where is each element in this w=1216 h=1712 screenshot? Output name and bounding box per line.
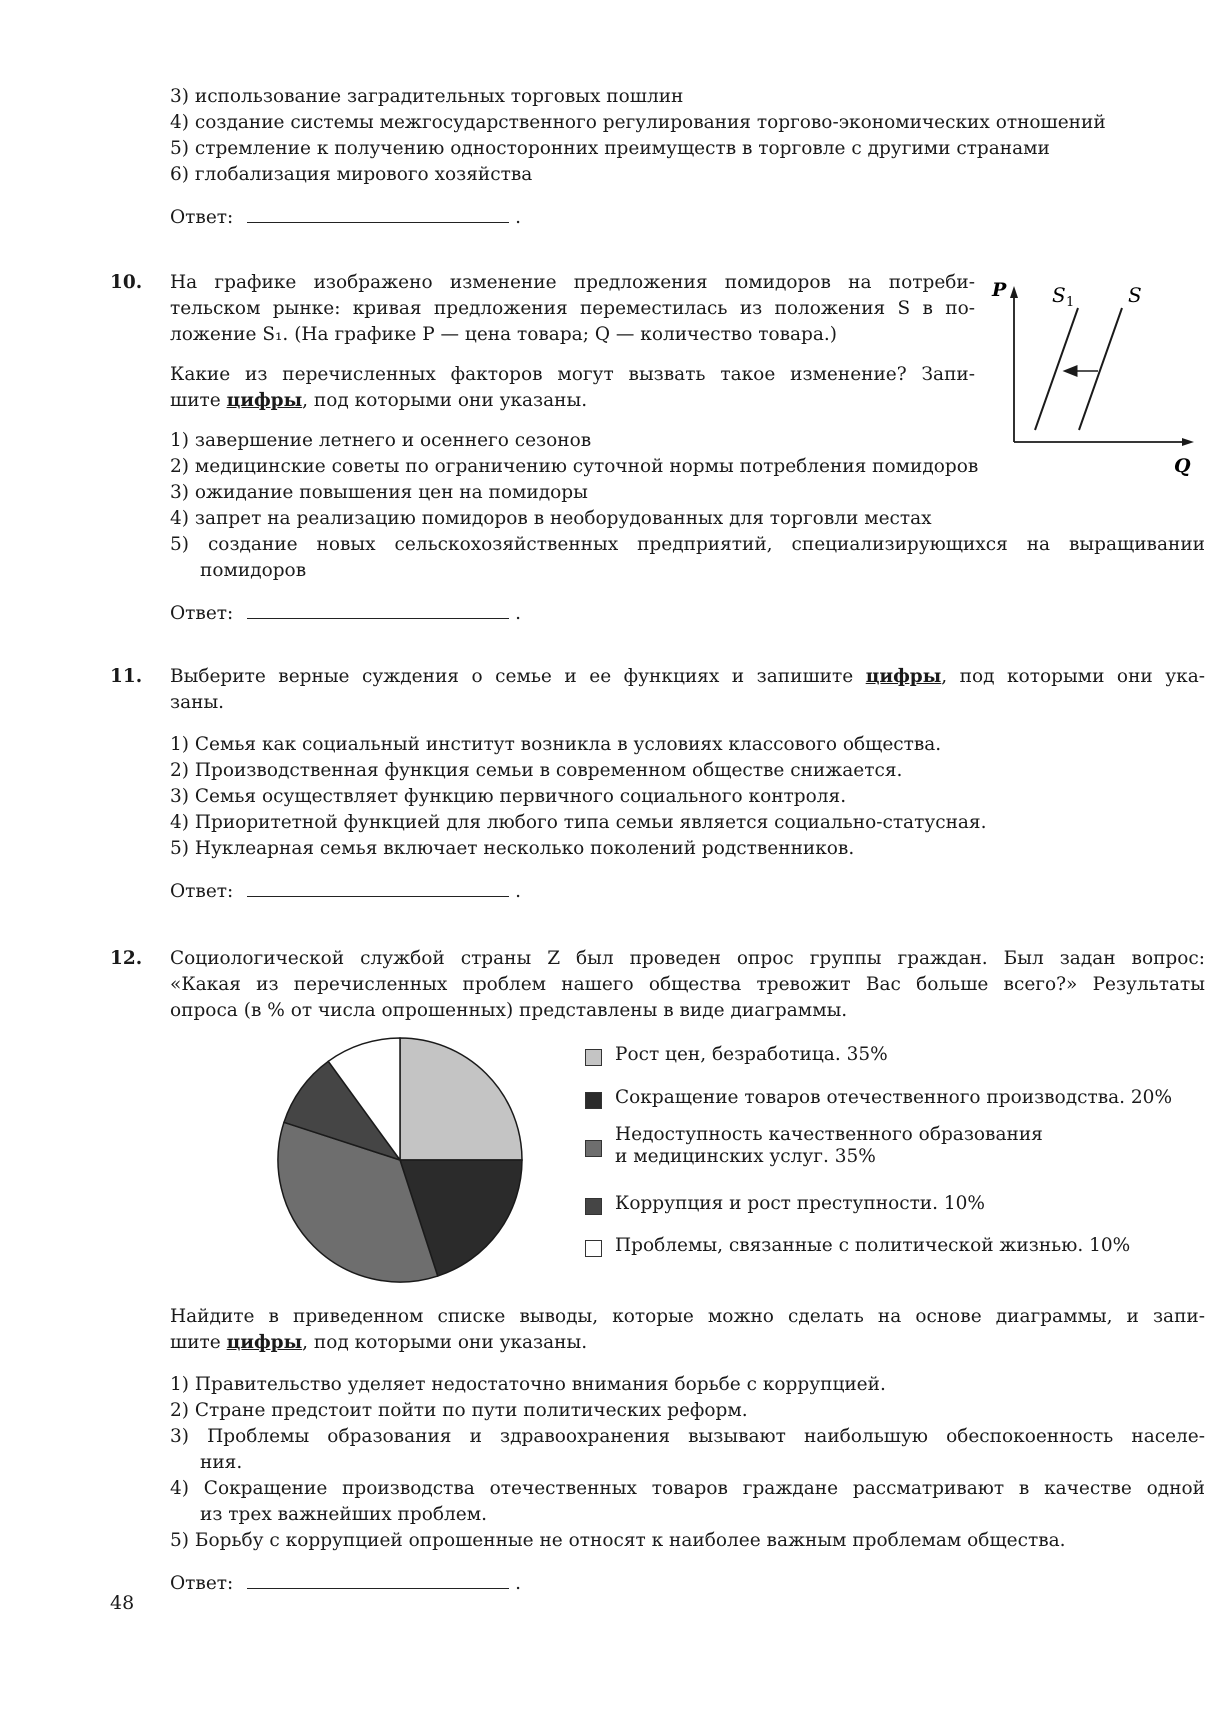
question-number-10: 10. — [110, 272, 143, 293]
answer-blank[interactable] — [247, 878, 509, 897]
q12-text-line: «Какая из перечисленных проблем нашего общества тревожит Вас больше всего?» Результаты — [170, 974, 1205, 995]
legend-swatch-4 — [585, 1240, 602, 1257]
q12-find-line: Найдите в приведенном списке выводы, которые можно сделать на основе диаграммы, и запи- — [170, 1306, 1205, 1327]
list-item: 4) запрет на реализацию помидоров в необорудованных для торговли местах — [170, 508, 932, 529]
legend-label-2b: и медицинских услуг. 35% — [615, 1146, 876, 1167]
list-item-continuation: ния. — [200, 1452, 243, 1473]
answer-line-q10: Ответ: . — [170, 600, 521, 627]
list-item: 2) медицинские советы по ограничению суточной нормы потребления помидоров — [170, 456, 979, 477]
q12-find-line: шите цифры, под которыми они указаны. — [170, 1332, 588, 1353]
answer-line-q9: Ответ: . — [170, 204, 521, 231]
list-item-continuation: из трех важнейших проблем. — [200, 1504, 487, 1525]
curve-s — [1079, 308, 1122, 430]
q10-text-line: На графике изображено изменение предложения помидоров на потреби- — [170, 272, 975, 293]
legend-label-3: Коррупция и рост преступности. 10% — [615, 1193, 986, 1214]
q10-text-line: тельском рынке: кривая предложения переместилась из положения S в по- — [170, 298, 975, 319]
list-item: 6) глобализация мирового хозяйства — [170, 164, 533, 185]
q12-text-line: опроса (в % от числа опрошенных) представлены в виде диаграммы. — [170, 1000, 848, 1021]
q12-text-line: Социологической службой страны Z был проведен опрос группы граждан. Был задан вопрос: — [170, 948, 1205, 969]
list-item: 4) создание системы межгосударственного регулирования торгово-экономических отношений — [170, 112, 1106, 133]
question-number-12: 12. — [110, 948, 143, 969]
q10-prompt-line: Какие из перечисленных факторов могут вызвать такое изменение? Запи- — [170, 364, 975, 385]
q10-text-line: ложение S₁. (На графике P — цена товара; Q — количество товара.) — [170, 324, 838, 345]
legend-swatch-3 — [585, 1198, 602, 1215]
answer-blank[interactable] — [247, 600, 509, 619]
q10-prompt-line: шите цифры, под которыми они указаны. — [170, 390, 588, 411]
list-item: 2) Стране предстоит пойти по пути политических реформ. — [170, 1400, 748, 1421]
list-item: 5) создание новых сельскохозяйственных предприятий, специализирующихся на выращивании — [170, 534, 1205, 555]
list-item: 5) стремление к получению односторонних преимуществ в торговле с другими странами — [170, 138, 1050, 159]
question-number-11: 11. — [110, 666, 143, 687]
p-axis-arrow-icon — [1010, 286, 1018, 298]
answer-line-q11: Ответ: . — [170, 878, 521, 905]
legend-swatch-2 — [585, 1140, 602, 1157]
q11-text-line: заны. — [170, 692, 225, 713]
list-item: 5) Нуклеарная семья включает несколько поколений родственников. — [170, 838, 855, 859]
supply-shift-graph — [990, 276, 1200, 476]
answer-blank[interactable] — [247, 1570, 509, 1589]
list-item: 4) Сокращение производства отечественных товаров граждане рассматривают в качестве одной — [170, 1478, 1205, 1499]
pie-slice-0 — [400, 1038, 522, 1160]
answer-label: Ответ: — [170, 603, 234, 624]
page-number: 48 — [110, 1592, 135, 1614]
answer-line-q12: Ответ: . — [170, 1570, 521, 1597]
list-item: 5) Борьбу с коррупцией опрошенные не относят к наиболее важным проблемам общества. — [170, 1530, 1066, 1551]
legend-label-1: Сокращение товаров отечественного производства. 20% — [615, 1087, 1173, 1108]
list-item: 3) Семья осуществляет функцию первичного социального контроля. — [170, 786, 847, 807]
answer-label: Ответ: — [170, 1573, 234, 1594]
legend-swatch-0 — [585, 1049, 602, 1066]
answer-label: Ответ: — [170, 207, 234, 228]
list-item: 3) использование заградительных торговых пошлин — [170, 86, 684, 107]
list-item: 1) Семья как социальный институт возникла в условиях классового общества. — [170, 734, 942, 755]
curve-s1 — [1035, 308, 1078, 430]
legend-label-0: Рост цен, безработица. 35% — [615, 1044, 888, 1065]
p-label: P — [992, 279, 1007, 301]
answer-label: Ответ: — [170, 881, 234, 902]
legend-swatch-1 — [585, 1092, 602, 1109]
s1-subscript: 1 — [1066, 295, 1075, 310]
s-label: S — [1128, 283, 1142, 307]
list-item: 3) ожидание повышения цен на помидоры — [170, 482, 588, 503]
list-item-continuation: помидоров — [200, 560, 307, 581]
q-label: Q — [1174, 455, 1191, 476]
q-axis-arrow-icon — [1182, 438, 1194, 446]
list-item: 1) завершение летнего и осеннего сезонов — [170, 430, 592, 451]
list-item: 3) Проблемы образования и здравоохранения вызывают наибольшую обеспокоенность населе- — [170, 1426, 1205, 1447]
list-item: 2) Производственная функция семьи в современном обществе снижается. — [170, 760, 903, 781]
q11-text-line: Выберите верные суждения о семье и ее функциях и запишите цифры, под которыми они ука- — [170, 666, 1205, 687]
legend-label-2a: Недоступность качественного образования — [615, 1124, 1043, 1145]
legend-label-4: Проблемы, связанные с политической жизнью. 10% — [615, 1235, 1131, 1256]
pie-chart — [270, 1030, 530, 1290]
answer-blank[interactable] — [247, 204, 509, 223]
list-item: 4) Приоритетной функцией для любого типа семьи является социально-статусная. — [170, 812, 987, 833]
list-item: 1) Правительство уделяет недостаточно внимания борьбе с коррупцией. — [170, 1374, 886, 1395]
s1-label: S — [1052, 283, 1066, 307]
